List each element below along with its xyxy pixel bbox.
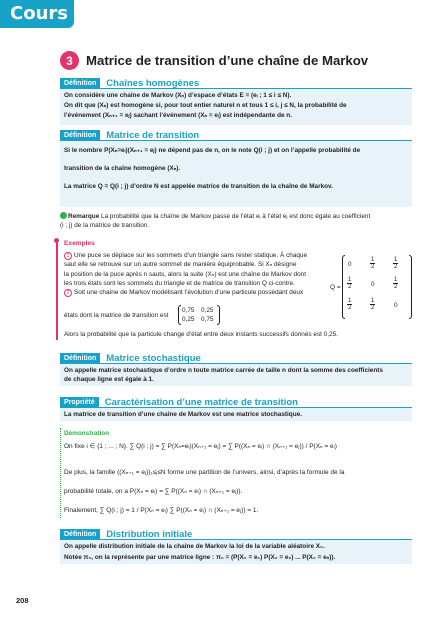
fraction: $\frac{1}{2}$ bbox=[394, 277, 398, 290]
def2-line1: Si le nombre P(Xₙ=eᵢ)(Xₙ₊₁ = eⱼ) ne dépend pas de n, on le note Q(i ; j) et on l’appelle probabilité de bbox=[64, 147, 361, 154]
def2-line2: transition de la chaîne homogène (Xₙ). bbox=[64, 165, 181, 172]
matrix-label: Q = bbox=[330, 284, 341, 291]
def3-line1: On appelle matrice stochastique d’ordre n toute matrice carrée de taille n dont la somme des coefficients bbox=[64, 367, 383, 374]
remark bbox=[60, 212, 412, 230]
prop-line1: La matrice de transition d’une chaîne de Markov est une matrice stochastique. bbox=[64, 411, 302, 418]
def1-line1: On considère une chaîne de Markov (Xₙ) d’espace d’états E = (eᵢ ; 1 ≤ i ≤ N). bbox=[64, 92, 292, 99]
fraction: $\frac{1}{2}$ bbox=[371, 257, 375, 270]
propriete-title: Caractérisation d’une matrice de transition bbox=[104, 396, 298, 408]
remark-label: Remarque bbox=[68, 213, 100, 220]
fraction: $\frac{1}{2}$ bbox=[348, 277, 352, 290]
chapter-banner bbox=[0, 0, 74, 28]
matrix-cell: 0 bbox=[394, 302, 398, 309]
matrix-cell: 0,75 bbox=[201, 316, 214, 323]
matrix-cell: 0 bbox=[371, 281, 375, 288]
definition-tag: Définition bbox=[60, 78, 100, 89]
banner-label: Cours bbox=[10, 3, 68, 24]
examples-title: Exemples bbox=[64, 240, 95, 247]
definition-tag: Définition bbox=[60, 529, 100, 540]
definition-tag: Définition bbox=[60, 130, 100, 141]
remark-line1: La probabilité que la chaîne de Markov passe de l’état eᵢ à l’état eⱼ est donc égale au coefficient bbox=[101, 213, 371, 220]
remark-line2: (i ; j) de la matrice de transition. bbox=[60, 222, 150, 229]
matrix-cell: 0,25 bbox=[182, 316, 195, 323]
ex1-line1: Une puce se déplace sur les sommets d’un triangle sans rester statique. À chaque bbox=[74, 252, 308, 259]
small-matrix bbox=[178, 305, 220, 325]
ex1-line3: la position de la puce après n sauts, alors la suite (Xₙ) est une chaîne de Markov dont bbox=[64, 270, 306, 278]
right-paren bbox=[409, 255, 412, 319]
page-number: 208 bbox=[16, 596, 29, 605]
definition-title: Matrice stochastique bbox=[106, 352, 201, 364]
definition-title: Matrice de transition bbox=[106, 129, 200, 141]
example-1 bbox=[64, 251, 326, 297]
matrix-cell: 0,25 bbox=[201, 307, 214, 314]
demo-formula-3: probabilité totale, on a P(Xₙ = eᵢ) = ∑ P((Xₙ = eᵢ) ∩ (Xₙ₊₁ = eⱼ)). bbox=[64, 488, 243, 495]
fraction: $\frac{1}{2}$ bbox=[348, 298, 352, 311]
examples-bar bbox=[56, 240, 58, 340]
ex2-line3: Alors la probabilité que la particule change d’état entre deux instants successifs donnés est 0,25. bbox=[64, 331, 338, 338]
def4-line1: On appelle distribution initiale de la chaîne de Markov la loi de la variable aléatoire X₀. bbox=[64, 543, 325, 550]
fraction: $\frac{1}{2}$ bbox=[371, 298, 375, 311]
def1-line3: l’événement (Xₙ₊₁ = eⱼ) sachant l’événement (Xₙ = eᵢ) est indépendante de n. bbox=[64, 112, 292, 119]
right-paren bbox=[217, 305, 220, 325]
definition-title: Chaînes homogènes bbox=[106, 77, 200, 89]
matrix-cell: 0,75 bbox=[182, 307, 195, 314]
demonstration-title: Démonstration bbox=[64, 430, 110, 437]
left-paren bbox=[178, 305, 181, 325]
fraction: $\frac{1}{2}$ bbox=[394, 257, 398, 270]
demo-formula-1: On fixe i ∈ {1 ; ... ; N}. ∑ Q(i ; j) = ∑ P(Xₙ=eᵢ)(Xₙ₊₁ = eⱼ) = ∑ P((Xₙ = eᵢ) ∩ (Xₙ₊₁ = eⱼ)) / P(Xₙ = eᵢ) bbox=[64, 443, 337, 450]
matrix-cell: 0 bbox=[348, 261, 352, 268]
def2-line3: La matrice Q = Q(i ; j) d’ordre N est appelée matrice de transition de la chaîne de Markov. bbox=[64, 183, 333, 190]
ex1-line4: les trois états sont les sommets du triangle et de matrice de transition Q ci-contre. bbox=[64, 279, 295, 287]
ex2-line2: états dont la matrice de transition est bbox=[64, 312, 169, 319]
def1-line2: On dit que (Xₙ) est homogène si, pour tout entier naturel n et tous 1 ≤ i, j ≤ N, la probabilité de bbox=[64, 102, 347, 109]
def4-line2: Notée π₀, on la représente par une matrice ligne : π₀ = (P(X₀ = e₁) P(X₀ = e₂) ... P(X₀ = eₙ)). bbox=[64, 554, 336, 561]
ex2-line1: Soit une chaîne de Markov modélisant l’évolution d’une particule possédant deux bbox=[74, 289, 304, 297]
number-circle-icon: 2 bbox=[64, 289, 72, 297]
section-heading bbox=[60, 51, 368, 70]
number-circle-icon: 1 bbox=[64, 252, 72, 260]
demo-formula-2: De plus, la famille ((Xₙ₊₁ = eⱼ))₁≤ⱼ≤N forme une partition de l’univers, ainsi, d’après la formule de la bbox=[64, 469, 345, 476]
propriete-tag: Propriété bbox=[60, 397, 99, 408]
ex1-line2: saut elle se retrouve sur un autre sommet de manière équiprobable. Si Xₙ désigne bbox=[64, 261, 297, 269]
section-number: 3 bbox=[60, 51, 79, 70]
definition-tag: Définition bbox=[60, 353, 100, 364]
remark-icon bbox=[60, 212, 67, 219]
definition-title: Distribution initiale bbox=[106, 528, 193, 540]
demo-formula-4: Finalement, ∑ Q(i ; j) = 1 / P(Xₙ = eᵢ) ∑ P((Xₙ = eᵢ) ∩ (Xₙ₊₁ = eⱼ)) = 1. bbox=[64, 507, 259, 514]
def3-line2: de chaque ligne est égale à 1. bbox=[64, 376, 154, 383]
left-paren bbox=[342, 255, 345, 319]
section-title: Matrice de transition d’une chaîne de Markov bbox=[86, 53, 369, 68]
q-matrix bbox=[342, 255, 412, 319]
